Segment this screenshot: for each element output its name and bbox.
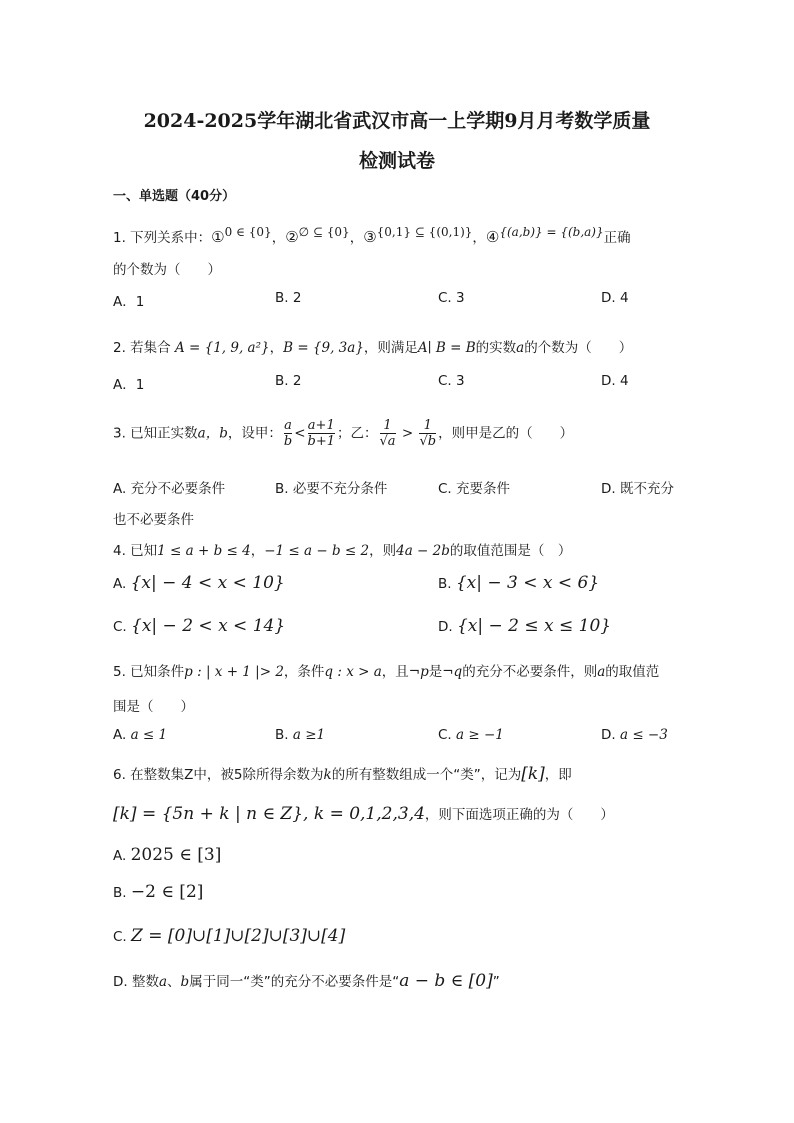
q4-option-d: D. {x| − 2 ≤ x ≤ 10}: [438, 616, 612, 636]
q1-option-a: A．1: [113, 294, 145, 310]
q4-option-a: A. {x| − 4 < x < 10}: [113, 573, 285, 593]
q3-option-d: D. 既不充分: [601, 481, 674, 497]
fraction-1-over-sqrt-a: $\frac{1}{√a}$: [379, 418, 396, 449]
question-4: 4. 已知1 ≤ a + b ≤ 4，−1 ≤ a − b ≤ 2，则4a − 2b的取值范围是（ ）: [113, 543, 572, 559]
question-1: 1. 下列关系中：①0 ∈ {0}，②∅ ⊆ {0}，③{0,1} ⊆ {(0,1)}，④{(a,b)} = {(b,a)}正确: [113, 225, 631, 246]
q5-option-b: B. a ≥1: [275, 727, 326, 743]
q3-option-a: A. 充分不必要条件: [113, 481, 226, 497]
question-1-line2: 的个数为（ ）: [113, 262, 221, 278]
q5-option-c: C. a ≥ −1: [438, 727, 504, 743]
q3-option-c: C. 充要条件: [438, 481, 511, 497]
q3-option-d-wrap: 也不必要条件: [113, 512, 194, 528]
question-5-line2: 围是（ ）: [113, 699, 194, 715]
q1-option-b: B. 2: [275, 290, 302, 306]
q2-option-b: B. 2: [275, 373, 302, 389]
q2-option-a: A．1: [113, 377, 145, 393]
page-title-line2: 检测试卷: [358, 150, 435, 172]
q2-option-d: D. 4: [601, 373, 629, 389]
fraction-a1-over-b1: $\frac{a+1}{b+1}$: [307, 418, 336, 449]
question-3: 3. 已知正实数a，b，设甲： $\frac{a}{b}$ < $\frac{a+1}{b+1}$ ；乙： $\frac{1}{√a}$ > $\frac{1}{√b}$ ，则甲是乙的（ ）: [113, 418, 574, 449]
page-title-line1: 2024-2025学年湖北省武汉市高一上学期9月月考数学质量: [143, 110, 651, 132]
q6-option-a: A. 2025 ∈ [3]: [113, 845, 222, 865]
q5-option-a: A. a ≤ 1: [113, 727, 168, 743]
q1-option-d: D. 4: [601, 290, 629, 306]
q6-option-b: B. −2 ∈ [2]: [113, 882, 204, 902]
question-6-line2: [k] = {5n + k | n ∈ Z}, k = 0,1,2,3,4，则下面选项正确的为（ ）: [113, 804, 614, 824]
q6-option-c: C. Z = [0]∪[1]∪[2]∪[3]∪[4]: [113, 926, 346, 946]
question-5: 5. 已知条件p : | x + 1 |> 2，条件q : x > a，且¬p是¬q的充分不必要条件，则a的取值范: [113, 664, 660, 680]
question-6: 6. 在整数集Z中，被5除所得余数为k的所有整数组成一个“类”，记为[k]，即: [113, 764, 572, 784]
question-2: 2. 若集合 A = {1, 9, a²}，B = {9, 3a}，则满足A∣ B = B的实数a的个数为（ ）: [113, 340, 633, 356]
q6-option-d: D. 整数a、b属于同一“类”的充分不必要条件是“a − b ∈ [0]”: [113, 971, 500, 991]
q2-option-c: C. 3: [438, 373, 465, 389]
q5-option-d: D. a ≤ −3: [601, 727, 668, 743]
q4-option-b: B. {x| − 3 < x < 6}: [438, 573, 600, 593]
q4-option-c: C. {x| − 2 < x < 14}: [113, 616, 286, 636]
fraction-a-over-b: $\frac{a}{b}$: [283, 418, 293, 449]
section-heading: 一、单选题（40分）: [113, 189, 236, 204]
fraction-1-over-sqrt-b: $\frac{1}{√b}$: [419, 418, 437, 449]
q3-option-b: B. 必要不充分条件: [275, 481, 388, 497]
q1-option-c: C. 3: [438, 290, 465, 306]
